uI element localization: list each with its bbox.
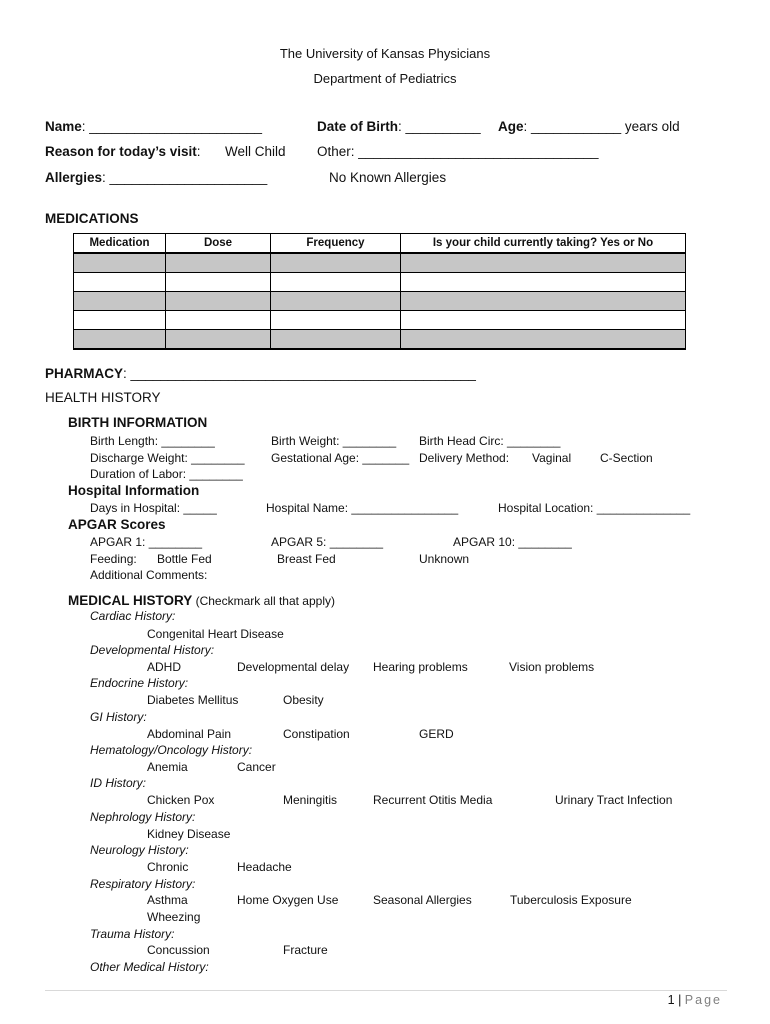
c-section-option[interactable]: C-Section — [600, 451, 653, 465]
table-cell[interactable] — [74, 330, 166, 350]
table-cell[interactable] — [74, 273, 166, 292]
dob-blank: : __________ — [398, 119, 481, 134]
medical-history-heading — [68, 592, 335, 610]
birth-length-field[interactable]: Birth Length: ________ — [90, 434, 215, 448]
allergies-blank: : _____________________ — [102, 170, 268, 185]
hospital-information-title: Hospital Information — [68, 483, 200, 498]
urinary-tract-infection-option[interactable]: Urinary Tract Infection — [555, 793, 673, 807]
pharmacy-label: PHARMACY — [45, 366, 124, 381]
table-cell[interactable] — [401, 292, 686, 311]
duration-labor-field[interactable]: Duration of Labor: ________ — [90, 467, 243, 481]
unknown-option[interactable]: Unknown — [419, 552, 470, 566]
name-label: Name — [45, 119, 82, 134]
gestational-age-field[interactable]: Gestational Age: _______ — [271, 451, 410, 465]
table-cell[interactable] — [74, 292, 166, 311]
abdominal-pain-option[interactable]: Abdominal Pain — [147, 727, 232, 741]
table-row — [74, 273, 686, 292]
congenital-heart-disease-option[interactable]: Congenital Heart Disease — [147, 627, 284, 641]
table-row — [74, 330, 686, 350]
id-history-label: ID History: — [90, 776, 147, 790]
bottle-fed-option[interactable]: Bottle Fed — [157, 552, 212, 566]
name-field[interactable] — [45, 119, 262, 134]
table-cell[interactable] — [74, 253, 166, 273]
column-header: Dose — [166, 234, 271, 254]
table-cell[interactable] — [271, 330, 401, 350]
page-footer — [668, 993, 722, 1007]
cancer-option[interactable]: Cancer — [237, 760, 276, 774]
discharge-weight-field[interactable]: Discharge Weight: ________ — [90, 451, 245, 465]
footer-divider — [45, 990, 727, 991]
table-cell[interactable] — [401, 273, 686, 292]
recurrent-otitis-media-option[interactable]: Recurrent Otitis Media — [373, 793, 493, 807]
header-line-2: Department of Pediatrics — [313, 71, 457, 86]
table-cell[interactable] — [166, 253, 271, 273]
concussion-option[interactable]: Concussion — [147, 943, 210, 957]
age-field[interactable] — [498, 119, 680, 134]
breast-fed-option[interactable]: Breast Fed — [277, 552, 336, 566]
seasonal-allergies-option[interactable]: Seasonal Allergies — [373, 893, 472, 907]
age-blank: : ____________ years old — [523, 119, 680, 134]
medications-title: MEDICATIONS — [45, 211, 139, 226]
vaginal-option[interactable]: Vaginal — [532, 451, 572, 465]
obesity-option[interactable]: Obesity — [283, 693, 324, 707]
name-blank: : _______________________ — [81, 119, 262, 134]
table-cell[interactable] — [271, 311, 401, 330]
table-cell[interactable] — [271, 253, 401, 273]
chronic-option[interactable]: Chronic — [147, 860, 189, 874]
table-cell[interactable] — [166, 330, 271, 350]
no-known-allergies-option[interactable]: No Known Allergies — [329, 170, 447, 185]
health-history-title: HEALTH HISTORY — [45, 390, 161, 405]
pharmacy-blank: : ______________________________________________ — [123, 366, 476, 381]
hearing-problems-option[interactable]: Hearing problems — [373, 660, 468, 674]
page-number: 1 — [667, 993, 675, 1007]
head-circ-field[interactable]: Birth Head Circ: ________ — [419, 434, 561, 448]
home-oxygen-use-option[interactable]: Home Oxygen Use — [237, 893, 339, 907]
apgar-title: APGAR Scores — [68, 517, 166, 532]
table-cell[interactable] — [401, 330, 686, 350]
adhd-option[interactable]: ADHD — [147, 660, 182, 674]
reason-label: Reason for today’s visit — [45, 144, 197, 159]
table-cell[interactable] — [74, 311, 166, 330]
cardiac-history-label: Cardiac History: — [90, 609, 176, 623]
vision-problems-option[interactable]: Vision problems — [509, 660, 595, 674]
medical-history-title: MEDICAL HISTORY — [68, 593, 193, 608]
allergies-label: Allergies — [45, 170, 103, 185]
additional-comments-field[interactable]: Additional Comments: — [90, 568, 208, 582]
table-cell[interactable] — [271, 292, 401, 311]
constipation-option[interactable]: Constipation — [283, 727, 350, 741]
table-row — [74, 253, 686, 273]
well-child-option[interactable]: Well Child — [225, 144, 286, 159]
birth-information-title: BIRTH INFORMATION — [68, 415, 208, 430]
dob-field[interactable] — [317, 119, 481, 134]
fracture-option[interactable]: Fracture — [283, 943, 328, 957]
neurology-history-label: Neurology History: — [90, 843, 189, 857]
developmental-delay-option[interactable]: Developmental delay — [237, 660, 350, 674]
pharmacy-field[interactable] — [45, 366, 476, 381]
wheezing-option[interactable]: Wheezing — [147, 910, 201, 924]
table-cell[interactable] — [401, 311, 686, 330]
reason-colon: : — [196, 144, 201, 159]
other-reason-field[interactable]: Other: ________________________________ — [317, 144, 599, 159]
developmental-history-label: Developmental History: — [90, 643, 215, 657]
table-row — [74, 292, 686, 311]
days-in-hospital-field[interactable]: Days in Hospital: _____ — [90, 501, 217, 515]
reason-label-row — [45, 144, 201, 159]
headache-option[interactable]: Headache — [237, 860, 292, 874]
tuberculosis-exposure-option[interactable]: Tuberculosis Exposure — [510, 893, 632, 907]
feeding-label: Feeding: — [90, 552, 137, 566]
chicken-pox-option[interactable]: Chicken Pox — [147, 793, 215, 807]
hospital-name-field[interactable]: Hospital Name: ________________ — [266, 501, 459, 515]
table-cell[interactable] — [271, 273, 401, 292]
respiratory-history-label: Respiratory History: — [90, 877, 196, 891]
diabetes-mellitus-option[interactable]: Diabetes Mellitus — [147, 693, 239, 707]
column-header: Is your child currently taking? Yes or No — [401, 234, 686, 254]
hospital-location-field[interactable]: Hospital Location: ______________ — [498, 501, 691, 515]
nephrology-history-label: Nephrology History: — [90, 810, 196, 824]
birth-weight-field[interactable]: Birth Weight: ________ — [271, 434, 397, 448]
column-header: Frequency — [271, 234, 401, 254]
medications-header-row — [74, 234, 686, 254]
other-medical-history-label: Other Medical History: — [90, 960, 209, 974]
age-label: Age — [498, 119, 524, 134]
gi-history-label: GI History: — [90, 710, 147, 724]
trauma-history-label: Trauma History: — [90, 927, 175, 941]
column-header: Medication — [74, 234, 166, 254]
medical-history-note: (Checkmark all that apply) — [192, 594, 335, 608]
apgar-1-field[interactable]: APGAR 1: ________ — [90, 535, 203, 549]
anemia-option[interactable]: Anemia — [147, 760, 188, 774]
medications-table — [73, 233, 686, 350]
apgar-5-field[interactable]: APGAR 5: ________ — [271, 535, 384, 549]
endocrine-history-label: Endocrine History: — [90, 676, 189, 690]
meningitis-option[interactable]: Meningitis — [283, 793, 338, 807]
table-cell[interactable] — [166, 292, 271, 311]
heme-onc-history-label: Hematology/Oncology History: — [90, 743, 253, 757]
kidney-disease-option[interactable]: Kidney Disease — [147, 827, 231, 841]
apgar-10-field[interactable]: APGAR 10: ________ — [453, 535, 572, 549]
page-label: Page — [684, 993, 722, 1007]
table-cell[interactable] — [401, 253, 686, 273]
page-separator: | — [674, 993, 685, 1007]
dob-label: Date of Birth — [317, 119, 398, 134]
table-cell[interactable] — [166, 273, 271, 292]
asthma-option[interactable]: Asthma — [147, 893, 188, 907]
table-row — [74, 311, 686, 330]
allergies-field[interactable] — [45, 170, 267, 185]
header-line-1: The University of Kansas Physicians — [279, 46, 491, 61]
table-cell[interactable] — [166, 311, 271, 330]
gerd-option[interactable]: GERD — [419, 727, 454, 741]
delivery-method-label: Delivery Method: — [419, 451, 510, 465]
